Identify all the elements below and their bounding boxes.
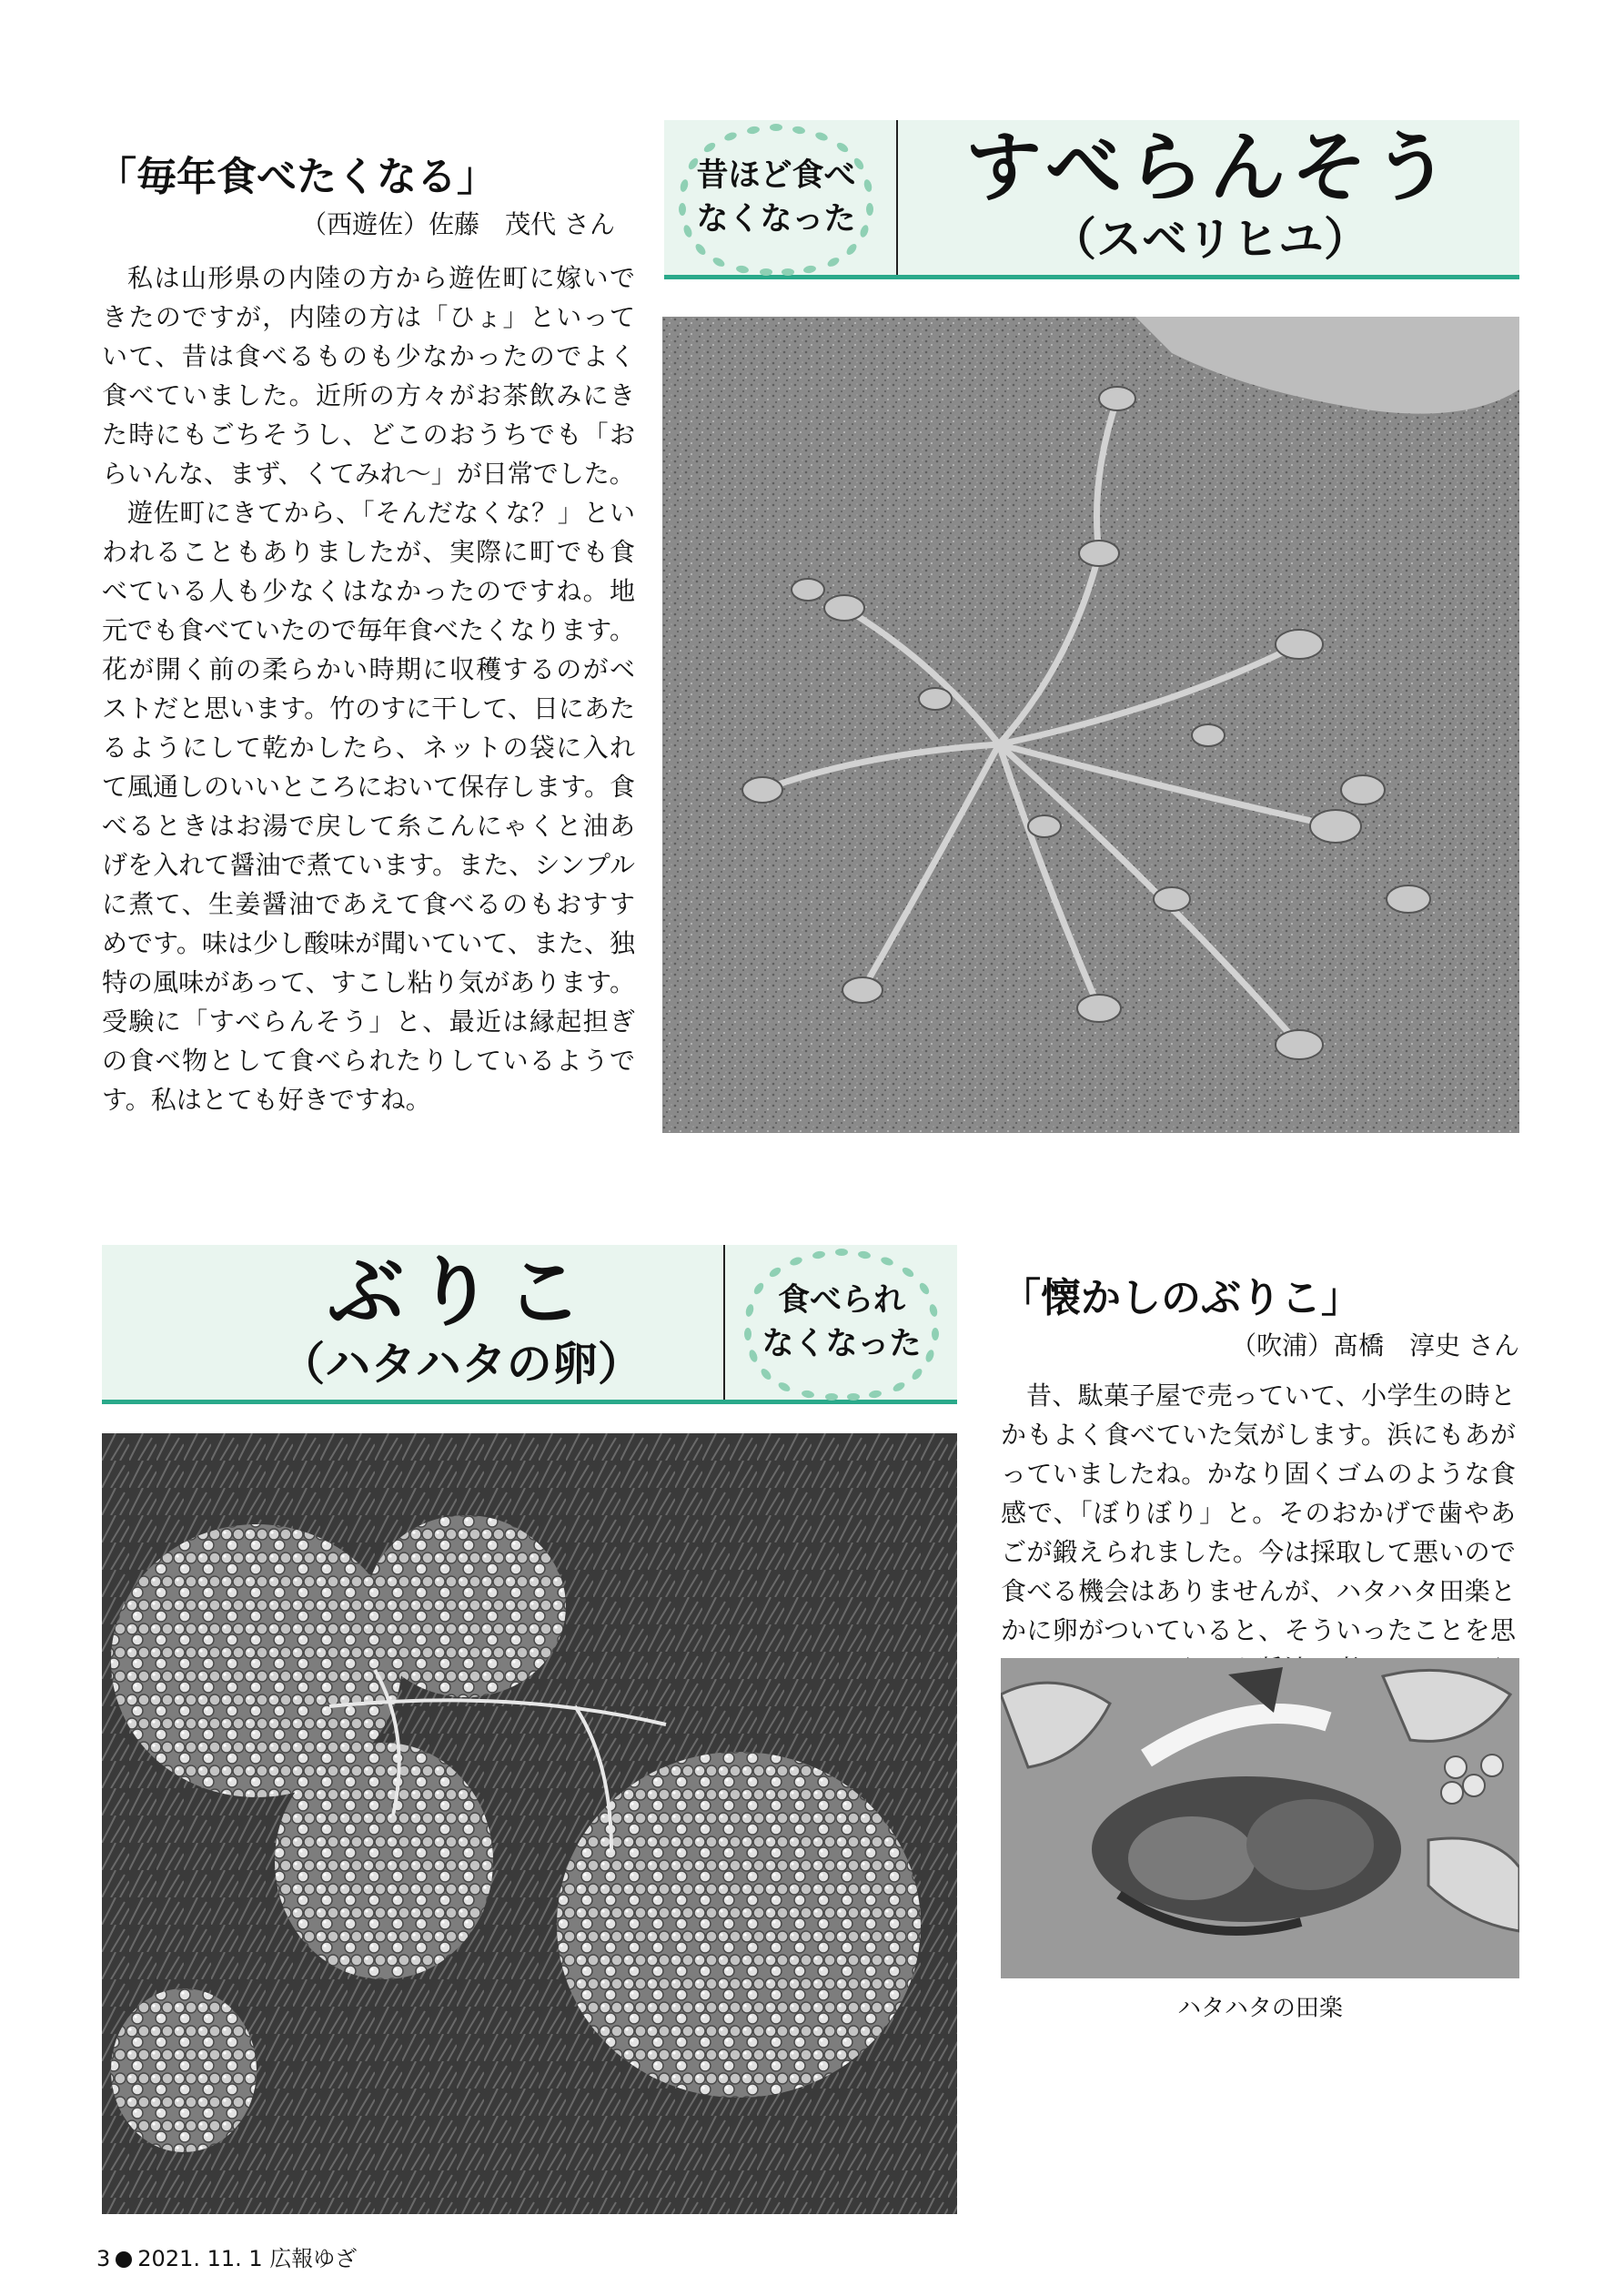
section2-byline: （吹浦）髙橋 淳史 さん [1231,1330,1519,1360]
section2-badge-line1: 食べられ [777,1282,905,1319]
section2-badge-line2: なくなった [762,1326,922,1362]
section2-badge [728,1241,955,1405]
page-footer [96,2240,357,2272]
section2-photo-buriko [102,1433,957,2214]
section1-subtitle: （スベリヒユ） [1051,212,1369,266]
section2-photo-dengaku [1001,1658,1519,1978]
section2-headline: 「懐かしのぶりこ」 [1001,1275,1361,1321]
section2-subtitle: （ハタハタの卵） [279,1337,643,1391]
section1-title: すべらんそう [964,122,1456,212]
section1-photo-purslane [662,317,1519,1133]
page-number: 3 [96,2246,111,2271]
section1-title-divider [896,120,898,275]
issue-info: 2021. 11. 1 広報ゆざ [137,2246,358,2271]
section2-title: ぶりこ [327,1247,595,1337]
section2-title-divider [723,1245,725,1400]
section1-headline: 「毎年食べたくなる」 [96,154,497,200]
section1-byline: （西遊佐）佐藤 茂代 さん [301,209,615,239]
bullet-dot-icon [116,2251,132,2268]
section1-badge [662,116,890,280]
section1-body [102,258,635,1119]
section2-paragraph-1: 昔、駄菓子屋で売っていて、小学生の時とかもよく食べていた気がします。浜にもあがっていましたね。かなり固くゴムのような食感で、「ぼりぼり」と。そのおかげで歯やあごが鍛えられました。今は採取して悪いので食べる機会はありませんが、ハタハタ田楽とかに卵がついていると、そういったことを思 [1001,1381,1516,1645]
section1-paragraph-2: 遊佐町にきてから、「そんだなくな？」といわれることもありましたが、実際に町でも食べている人も少なくはなかったのですね。地元でも食べていたので毎年食べたくなります。花が開く前の柔らかい時期に収穫するのがベストだと思います。竹のすに干して、日にあたるようにして乾かしたら、ネットの袋に入れて風通しのいいところにおいて保存します。食べるときはお湯で戻して糸こんにゃくと油あげを入れて醤油で煮ています。また、シンプルに煮て、生姜醤油であえて食べるのもおすすめです。味は少し酸味が聞いていて、また、独特の風味があって、すこし粘り気があります。受験に「すべらんそう」と、最近は縁起担ぎの食べ物として食べられたりしているようです。私はとても好きですね。 [102,498,635,1115]
section2-photo-caption: ハタハタの田楽 [1177,1995,1343,2022]
section1-badge-line1: 昔ほど食べ [696,157,856,194]
section1-badge-line2: なくなった [696,201,856,238]
section1-paragraph-1: 私は山形県の内陸の方から遊佐町に嫁いできたのですが，内陸の方は「ひょ」といっていて、昔は食べるものも少なかったのでよく食べていました。近所の方々がお茶飲みにきた時にもごちそうし、どこのおうちでも「おらいんな、まず、くてみれ〜」が日常でした。 [102,263,635,489]
